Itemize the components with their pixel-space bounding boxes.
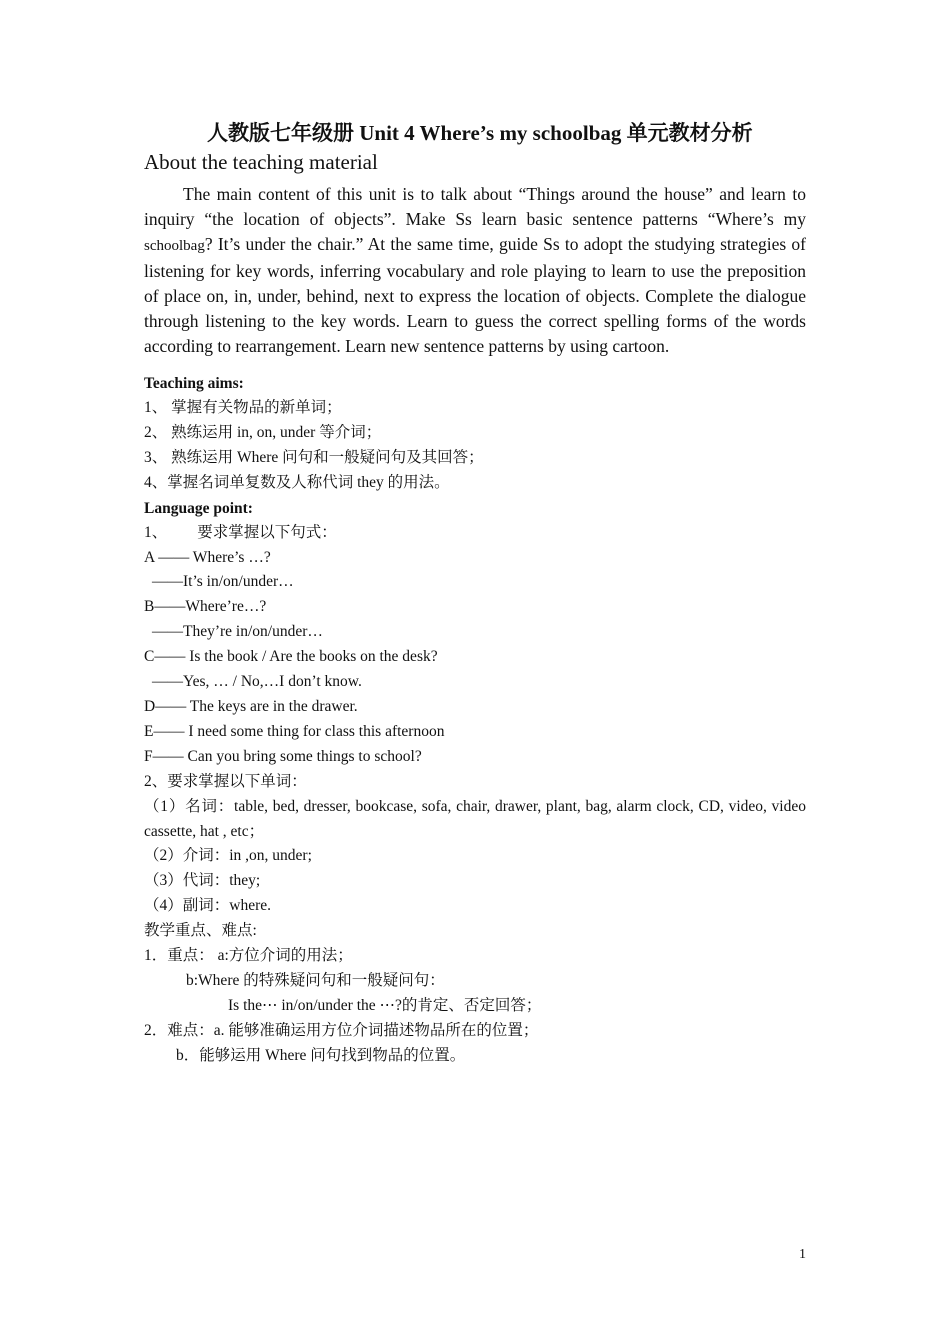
pattern-a-answer: ——It’s in/on/under…	[152, 573, 294, 591]
pattern-a: A —— Where’s …?	[144, 548, 271, 566]
pattern-c-answer: ——Yes, … / No,…I don’t know.	[152, 673, 362, 691]
intro-text-1: The main content of this unit is to talk about “Things around the house” and learn to inquiry “the location of objects”. Make Ss learn basic sentence patterns “Where’s my	[144, 184, 806, 229]
key-points-heading: 教学重点、难点:	[144, 922, 257, 940]
pattern-c: C—— Is the book / Are the books on the desk?	[144, 648, 438, 666]
section-subtitle: About the teaching material	[144, 150, 378, 174]
key-point-1b: b:Where 的特殊疑问句和一般疑问句：	[186, 971, 445, 989]
intro-text-3: ? It’s under the chair.” At the same time, guide Ss to adopt the studying strategies of listening for key words, inferring vocabulary and role playing to learn to use the preposition of place on, in, under, behind, next to express the location of objects. Complete the dialogue through listening to the key words. Learn to guess the correct spelling forms of the words according to rearrangement. Learn new sentence patterns by using cartoon.	[144, 234, 806, 356]
page-number: 1	[799, 1247, 806, 1262]
difficulty-1: 2．难点：a. 能够准确运用方位介词描述物品所在的位置；	[144, 1021, 539, 1039]
teaching-aims-heading: Teaching aims:	[144, 375, 244, 392]
pattern-e: E—— I need some thing for class this afternoon	[144, 722, 445, 740]
language-item-1	[144, 521, 806, 546]
document-page	[144, 118, 806, 1069]
words-nouns: （1）名词：table, bed, dresser, bookcase, sofa, chair, drawer, plant, bag, alarm clock, CD, video, video cassette, hat , etc；	[144, 797, 806, 840]
key-point-1: 1．重点： a:方位介词的用法；	[144, 947, 353, 965]
key-point-1c: Is the⋯ in/on/under the ⋯?的肯定、否定回答；	[228, 996, 542, 1014]
language-item-1-num: 1、	[144, 523, 168, 541]
aim-item-4: 4、掌握名词单复数及人称代词 they 的用法。	[144, 473, 450, 491]
pattern-f: F—— Can you bring some things to school?	[144, 747, 422, 765]
aim-item-2: 2、 熟练运用 in, on, under 等介词；	[144, 423, 382, 441]
difficulty-1b: b．能够运用 Where 问句找到物品的位置。	[176, 1046, 466, 1064]
pattern-d: D—— The keys are in the drawer.	[144, 697, 358, 715]
words-pronouns: （3）代词：they;	[144, 872, 261, 890]
words-prepositions: （2）介词：in ,on, under;	[144, 847, 312, 865]
aim-item-3: 3、 熟练运用 Where 问句和一般疑问句及其回答；	[144, 448, 484, 466]
language-point-heading: Language point:	[144, 499, 253, 517]
language-item-1-text: 要求掌握以下句式：	[197, 523, 337, 541]
intro-paragraph	[144, 182, 806, 359]
aim-item-1: 1、 掌握有关物品的新单词；	[144, 399, 342, 416]
words-adverbs: （4）副词：where.	[144, 897, 271, 915]
document-title: 人教版七年级册 Unit 4 Where’s my schoolbag 单元教材分析	[207, 121, 753, 145]
pattern-b-answer: ——They’re in/on/under…	[152, 623, 323, 641]
intro-text-2: schoolbag	[144, 238, 205, 254]
language-item-2: 2、要求掌握以下单词：	[144, 772, 307, 790]
pattern-b: B——Where’re…?	[144, 598, 267, 616]
